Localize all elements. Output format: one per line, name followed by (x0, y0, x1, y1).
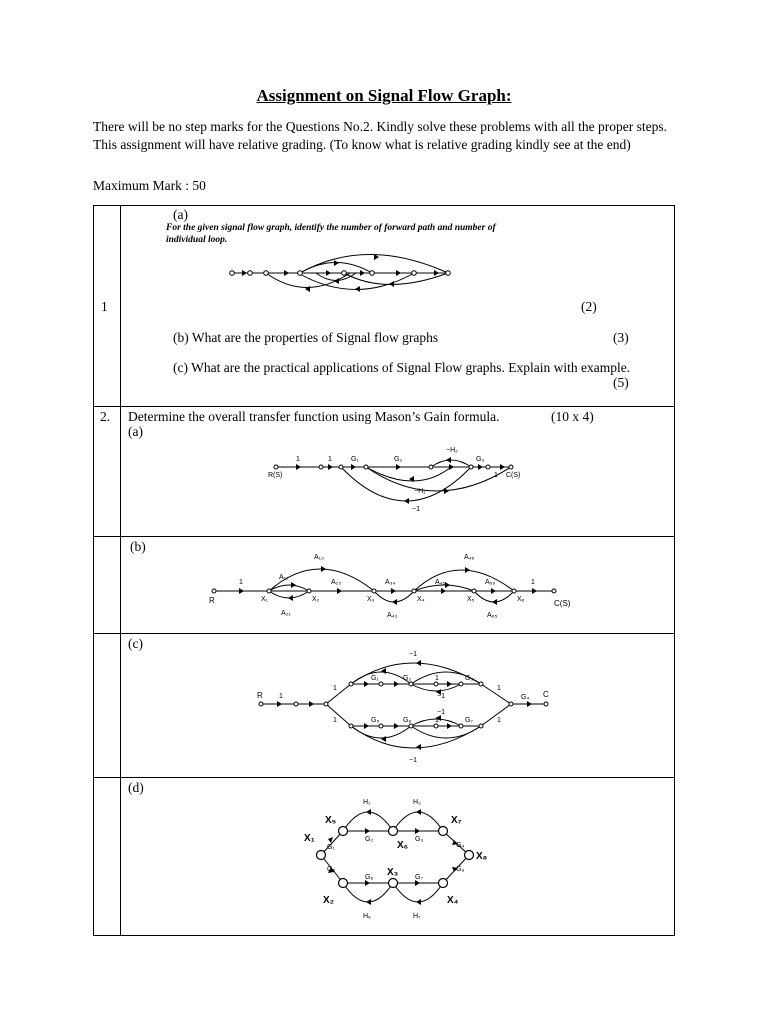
q2d-gain-h3: H₃ (413, 799, 421, 806)
q2c-input-label: R (257, 691, 263, 700)
q2a-gain-1a: 1 (296, 456, 300, 463)
q2b-gain-a34: A₃₄ (385, 579, 396, 586)
q2d-signal-flow-graph (291, 793, 531, 933)
q2c-output-label: C (543, 690, 549, 699)
q2a-gain-h1: −H₁ (414, 488, 426, 495)
q2c-gain-1f: 1 (497, 685, 501, 692)
q2d-gain-g3: G₃ (415, 836, 424, 843)
q2b-gain-1a: 1 (239, 579, 243, 586)
q2a-gain-g2: G₂ (394, 456, 403, 463)
q2a-gain-h2: −H₂ (446, 447, 458, 454)
question-2a-row (94, 407, 675, 537)
q2c-gain-minus1a: −1 (409, 651, 417, 658)
max-mark: Maximum Mark : 50 (93, 178, 206, 193)
q2b-output-label: C(S) (554, 599, 571, 608)
q2d-node-x7: X₇ (451, 815, 462, 826)
q2c-gain-g7: G₇ (465, 717, 473, 724)
q2b-node-x3: X₃ (367, 596, 375, 603)
q2b-gain-a46: A₄₆ (464, 554, 475, 561)
intro-paragraph: There will be no step marks for the Questions No.2. Kindly solve these problems with all the proper steps. This assignment will have relative grading. (To know what is relative grading kindly see at the end) (93, 119, 668, 152)
q2c-gain-1b: 1 (333, 685, 337, 692)
q2a-input-label: R(S) (268, 472, 283, 479)
q2d-gain-g1: G₁ (327, 844, 335, 851)
q2c-gain-minus1b: −1 (437, 693, 445, 700)
q2c-gain-1d: 1 (435, 675, 439, 682)
q2b-gain-1b: 1 (531, 579, 535, 586)
q2d-gain-g4: G₄ (456, 842, 465, 849)
question-2b-number-cell (94, 537, 121, 634)
question-2c-content (121, 634, 675, 778)
q2-a-label: (a) (128, 424, 143, 439)
q2b-node-x5: X₅ (467, 596, 475, 603)
q2-b-label: (b) (130, 539, 146, 554)
question-2b-row (94, 537, 675, 634)
q2b-input-label: R (209, 596, 215, 605)
q1-b-marks: (3) (613, 330, 629, 345)
q2c-gain-1a: 1 (279, 693, 283, 700)
q2d-node-x6: X₆ (397, 840, 409, 851)
q2b-node-x6: X₆ (517, 596, 525, 603)
q2b-node-x2: X₂ (312, 596, 320, 603)
q2a-gain-g1: G₁ (351, 456, 359, 463)
q2b-node-x4: X₄ (417, 596, 425, 603)
q2d-gain-h2: H₂ (363, 799, 371, 806)
q2b-gain-a65: A₆₅ (487, 612, 498, 619)
q2b-gain-a43: A₄₃ (387, 612, 398, 619)
q2c-gain-minus1c: −1 (437, 709, 445, 716)
q2d-gain-h6: H₆ (363, 913, 371, 920)
q1-c-marks: (5) (613, 375, 629, 390)
q2c-gain-g5: G₅ (371, 717, 380, 724)
q2c-gain-1e: 1 (435, 717, 439, 724)
q2a-signal-flow-graph (266, 445, 536, 517)
q2b-gain-a23: A₂₃ (331, 579, 342, 586)
q2a-output-label: C(S) (506, 472, 521, 479)
question-2-number: 2. (100, 409, 111, 424)
q1-b-text: (b) What are the properties of Signal flow graphs (173, 330, 439, 345)
q2d-node-x2: X₂ (323, 895, 335, 906)
q2b-gain-a13: A₁₃ (314, 554, 324, 561)
q2-marks: (10 x 4) (551, 409, 594, 424)
q2c-gain-g6: G₆ (403, 717, 412, 724)
q2d-gain-g2: G₂ (365, 836, 374, 843)
question-2c-number-cell (94, 634, 121, 778)
q1-a-label: (a) (173, 207, 188, 222)
question-2d-content (121, 778, 675, 936)
q2c-gain-minus1d: −1 (409, 757, 417, 764)
question-1-number: 1 (101, 299, 108, 314)
q2d-gain-g7: G₇ (415, 874, 423, 881)
q2-c-label: (c) (128, 636, 143, 651)
q2c-gain-1c: 1 (333, 717, 337, 724)
question-2b-content (121, 537, 675, 634)
question-1-number-cell (94, 206, 121, 407)
q2b-signal-flow-graph (209, 551, 609, 629)
q2a-gain-1c: 1 (494, 472, 498, 479)
document-title: Assignment on Signal Flow Graph: (256, 86, 512, 105)
q1-signal-flow-graph (226, 244, 466, 302)
q2d-gain-g6: G₆ (365, 874, 374, 881)
q2d-gain-h7: H₇ (413, 913, 421, 920)
question-2a-content (121, 407, 675, 537)
q1-a-instruction: For the given signal flow graph, identify the number of forward path and number of individual loop. (166, 223, 496, 245)
q2b-gain-a56: A₅₆ (485, 579, 496, 586)
q2b-gain-a45: A₄₅ (435, 579, 446, 586)
q2a-gain-1b: 1 (328, 456, 332, 463)
question-2-number-cell (94, 407, 121, 537)
q2c-gain-1g: 1 (497, 717, 501, 724)
q2a-gain-g3: G₃ (476, 456, 485, 463)
q2b-gain-a12: A₁₂ (279, 574, 289, 581)
q1-a-marks: (2) (581, 299, 597, 314)
q2b-gain-a21: A₂₁ (281, 610, 291, 617)
question-1-row (94, 206, 675, 407)
question-2c-row (94, 634, 675, 778)
q2b-node-x1: X₁ (261, 596, 269, 603)
q2c-gain-g1: G₁ (371, 675, 379, 682)
q2d-gain-g5: G₅ (327, 866, 336, 873)
question-1-content (121, 206, 675, 407)
q2c-gain-g3: G₃ (465, 675, 474, 682)
q2d-node-x1: X₁ (304, 833, 315, 844)
questions-table (93, 205, 675, 936)
q2c-gain-g4: G₄ (521, 694, 530, 701)
q2c-signal-flow-graph (251, 646, 561, 771)
q2d-gain-g8: G₈ (456, 866, 465, 873)
question-2d-number-cell (94, 778, 121, 936)
question-2d-row (94, 778, 675, 936)
q2a-gain-minus1: −1 (412, 506, 420, 513)
q2c-gain-g2: G₂ (403, 675, 412, 682)
q2-d-label: (d) (128, 780, 144, 795)
q2d-node-x5: X₅ (325, 815, 337, 826)
q2-instruction: Determine the overall transfer function using Mason’s Gain formula. (128, 409, 500, 424)
q2d-node-x8: X₈ (476, 851, 488, 862)
q1-c-text: (c) What are the practical applications of Signal Flow graphs. Explain with example. (173, 360, 631, 375)
q2d-node-x4: X₄ (447, 895, 459, 906)
q2d-node-x3: X₃ (387, 867, 399, 878)
